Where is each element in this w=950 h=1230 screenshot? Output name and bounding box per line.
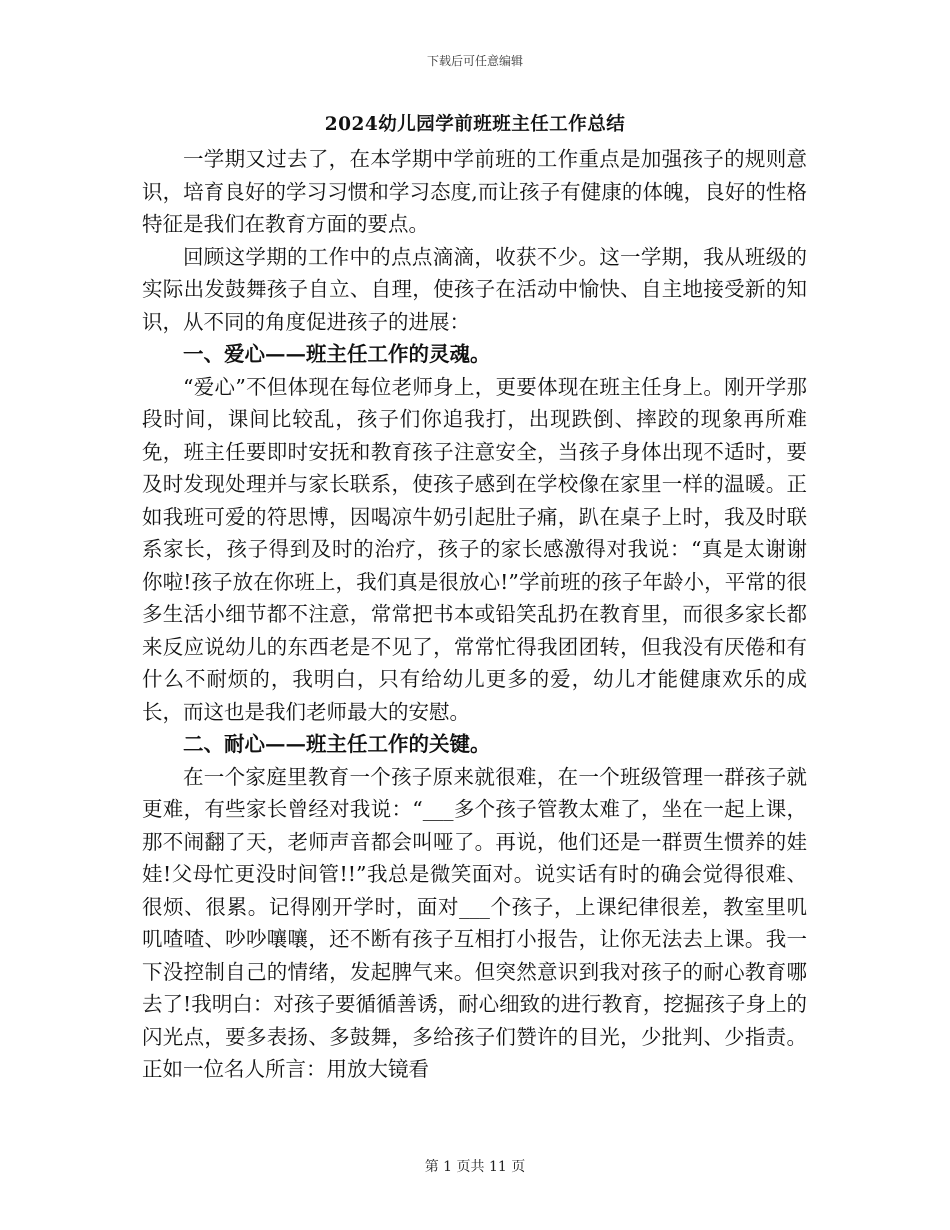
- document-title: 2024幼儿园学前班班主任工作总结: [324, 114, 626, 135]
- section-heading-patience: 二、耐心——班主任工作的关键。: [183, 732, 491, 756]
- document-body: [142, 143, 807, 1086]
- header-note: 下载后可任意编辑: [426, 54, 523, 68]
- paragraph-intro: 一学期又过去了，在本学期中学前班的工作重点是加强孩子的规则意识，培育良好的学习习惯和学习态度,而让孩子有健康的体魄，良好的性格特征是我们在教育方面的要点。: [142, 147, 807, 236]
- section-heading-love: 一、爱心——班主任工作的灵魂。: [183, 342, 491, 366]
- paragraph-review: 回顾这学期的工作中的点点滴滴，收获不少。这一学期，我从班级的实际出发鼓舞孩子自立、自理，使孩子在活动中愉快、自主地接受新的知识，从不同的角度促进孩子的进展：: [142, 244, 807, 334]
- page-footer: 第 1 页共 11 页: [424, 1159, 526, 1175]
- paragraph-patience: 在一个家庭里教育一个孩子原来就很难，在一个班级管理一群孩子就更难，有些家长曾经对我说：“___多个孩子管教太难了，坐在一起上课，那不闹翻了天，老师声音都会叫哑了。再说，他们还是一群贾生惯养的娃娃!父母忙更没时间管!!”我总是微笑面对。说实话有时的确会觉得很难、很烦、很累。记得刚开学时，面对___个孩子，上课纪律很差，教室里叽叽喳喳、吵吵嚷嚷，还不断有孩子互相打小报告，让你无法去上课。我一下没控制自己的情绪，发起脾气来。但突然意识到我对孩子的耐心教育哪去了!我明白：对孩子要循循善诱，耐心细致的进行教育，挖掘孩子身上的闪光点，要多表扬、多鼓舞，多给孩子们赞许的目光，少批判、少指责。正如一位名人所言：用放大镜看: [142, 764, 807, 1081]
- paragraph-love: “爱心”不但体现在每位老师身上，更要体现在班主任身上。刚开学那段时间，课间比较乱，孩子们你追我打，出现跌倒、摔跤的现象再所难免，班主任要即时安抚和教育孩子注意安全，当孩子身体出现不适时，要及时发现处理并与家长联系，使孩子感到在学校像在家里一样的温暖。正如我班可爱的符思博，因喝凉牛奶引起肚子痛，趴在桌子上时，我及时联系家长，孩子得到及时的治疗，孩子的家长感激得对我说：“真是太谢谢你啦!孩子放在你班上，我们真是很放心!”学前班的孩子年龄小，平常的很多生活小细节都不注意，常常把书本或铅笑乱扔在教育里，而很多家长都来反应说幼儿的东西老是不见了，常常忙得我团团转，但我没有厌倦和有什么不耐烦的，我明白，只有给幼儿更多的爱，幼儿才能健康欢乐的成长，而这也是我们老师最大的安慰。: [142, 374, 807, 724]
